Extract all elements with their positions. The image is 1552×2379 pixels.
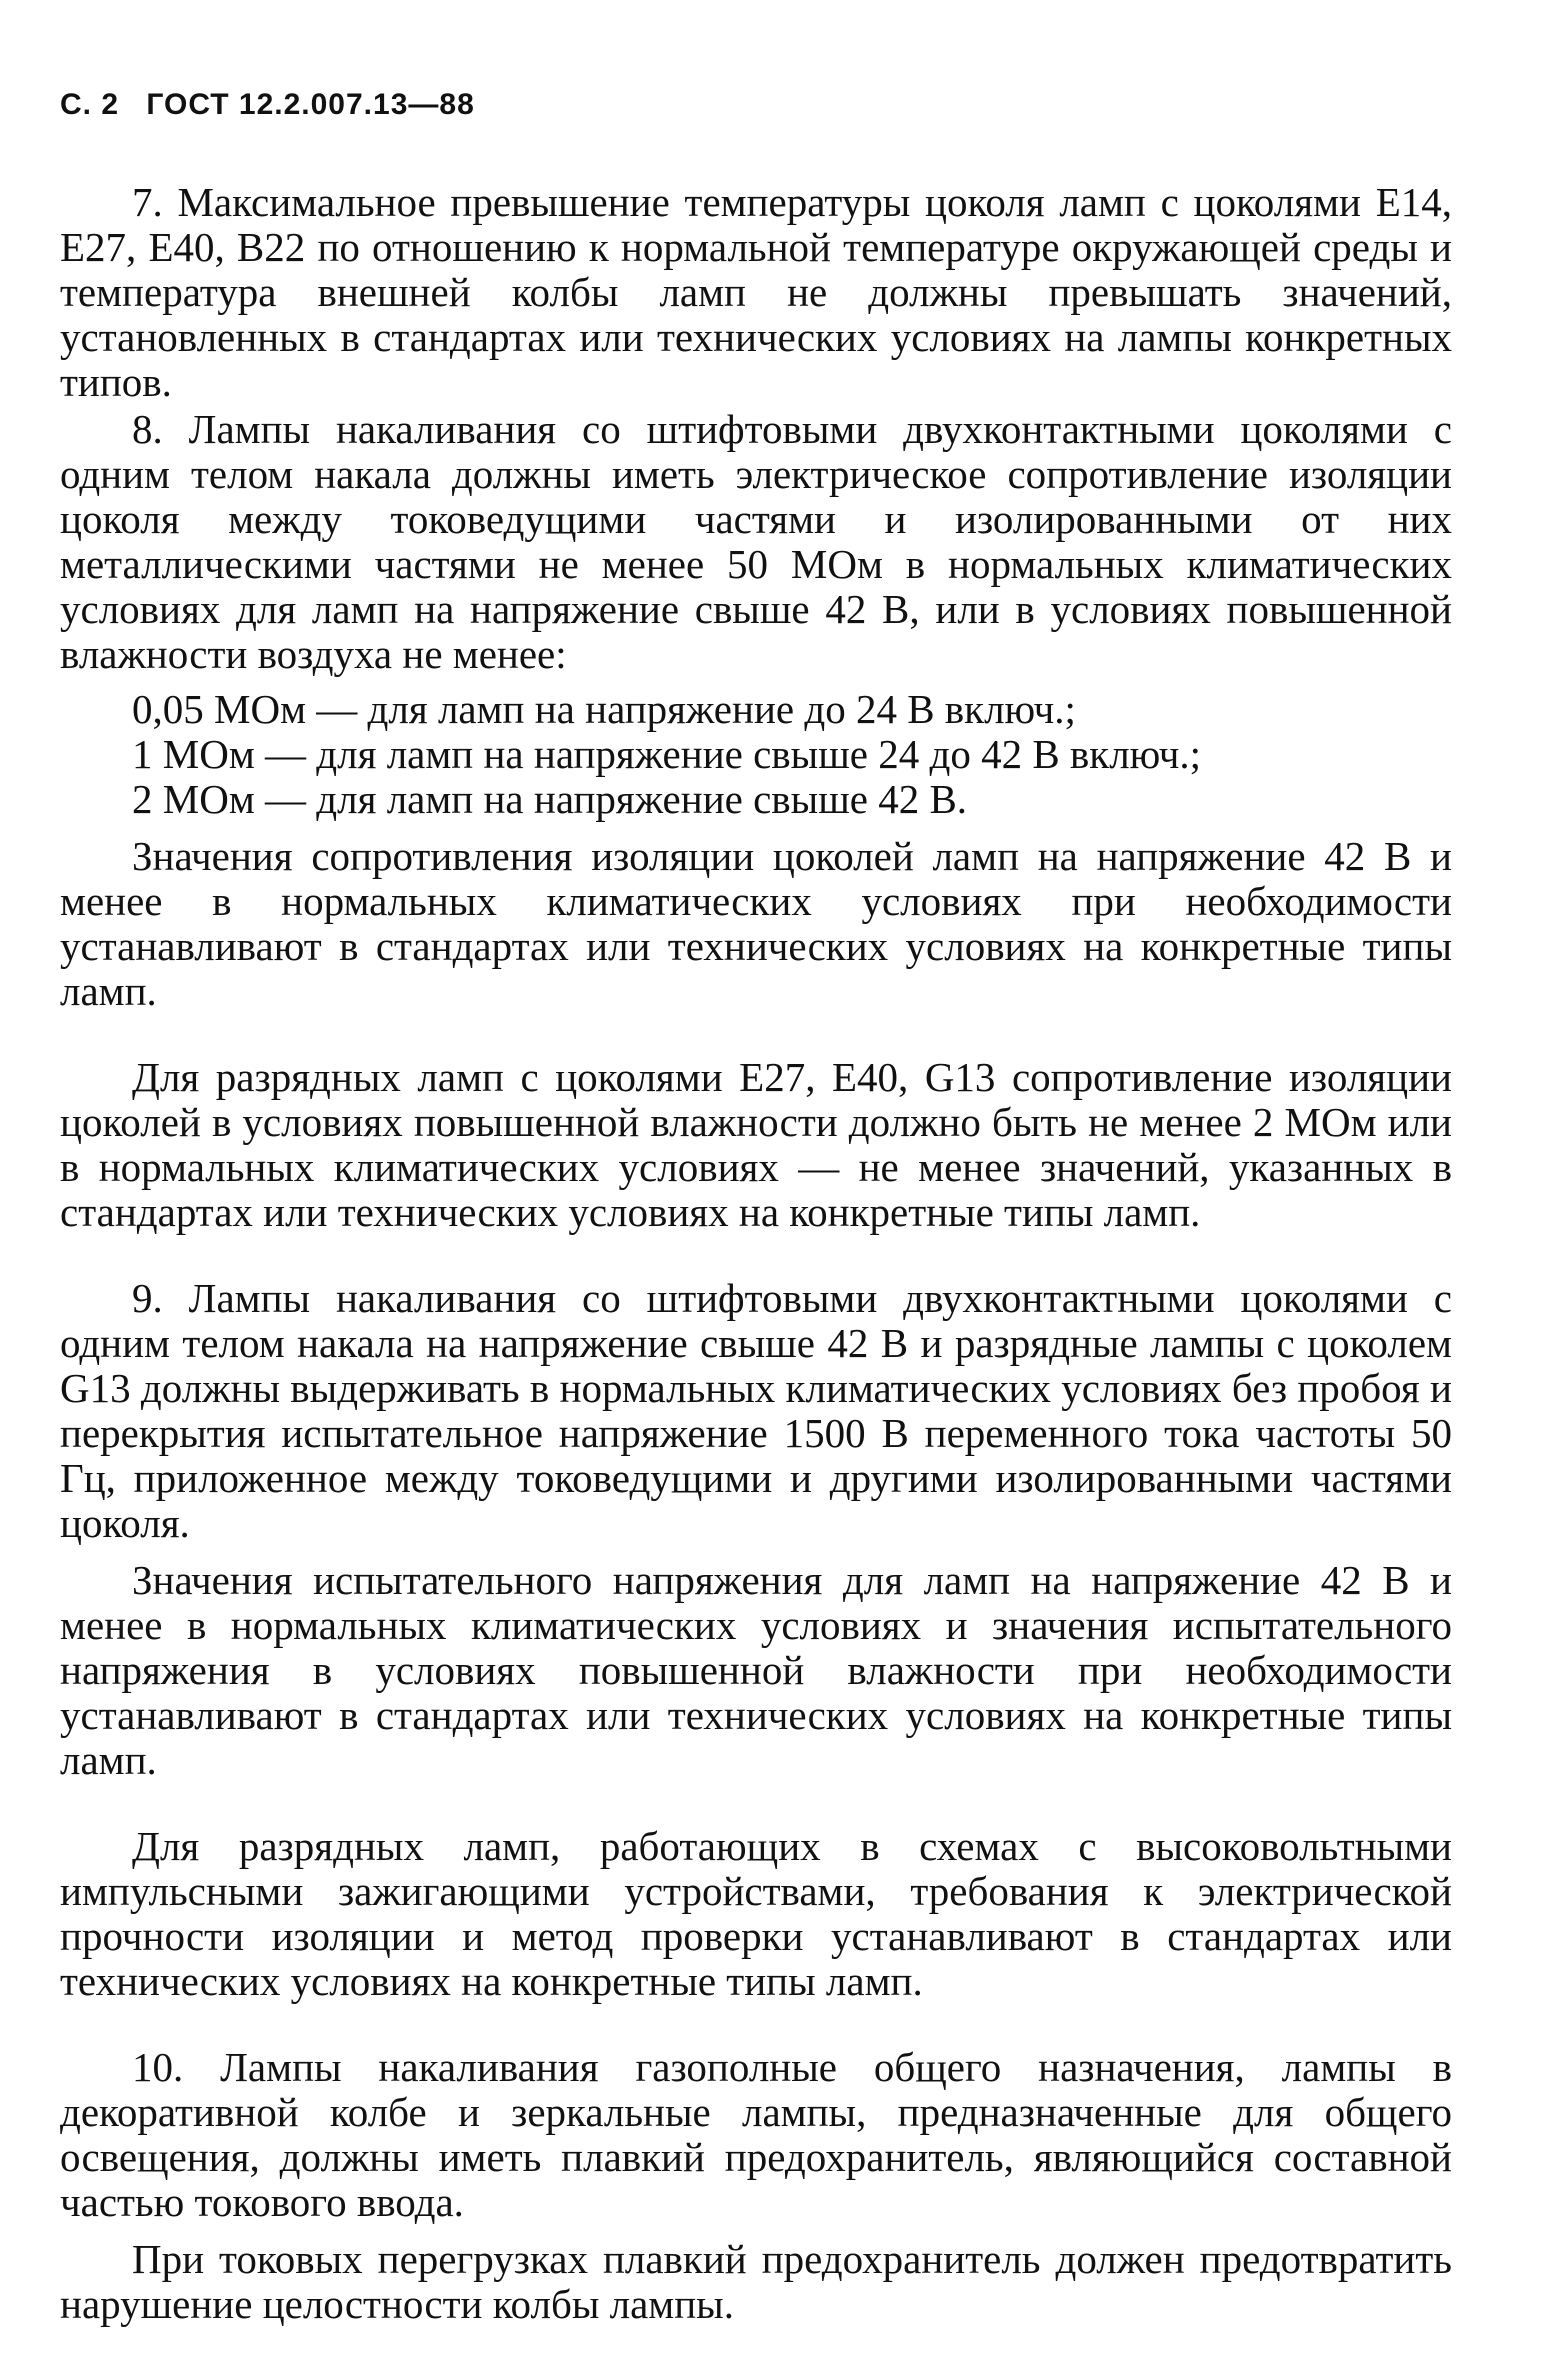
clause-10: 10. Лампы накаливания газополные общего назначения, лампы в декоративной колбе и зеркальные лампы, предназначенные для общего освещения, должны иметь плавкий предохранитель, являющийся составной частью токового ввода. xyxy=(60,2044,1452,2225)
clause-9-note-1: Значения испытательного напряжения для ламп на напряжение 42 В и менее в нормальных климатических условиях и значения испытательного напряжения в условиях повышенной влажности при необходимости устанавливают в стандартах или технических условиях на конкретные типы ламп. xyxy=(60,1557,1452,1783)
clause-10-note: При токовых перегрузках плавкий предохранитель должен предотвратить нарушение целостности колбы лампы. xyxy=(60,2236,1452,2327)
standard-code: ГОСТ 12.2.007.13—88 xyxy=(146,88,475,121)
document-page xyxy=(60,88,1452,2368)
clause-7: 7. Максимальное превышение температуры цоколя ламп с цоколями Е14, Е27, Е40, В22 по отношению к нормальной температуре окружающей среды и температура внешней колбы ламп не должны превышать значений, установленных в стандартах или технических условиях на лампы конкретных типов. xyxy=(60,179,1452,405)
list-item: 0,05 МОм — для ламп на напряжение до 24 В включ.; xyxy=(132,686,1076,732)
clause-9-note-2: Для разрядных ламп, работающих в схемах с высоковольтными импульсными зажигающими устройствами, требования к электрической прочности изоляции и метод проверки устанавливают в стандартах или технических условиях на конкретные типы ламп. xyxy=(60,1823,1452,2004)
clause-8: 8. Лампы накаливания со штифтовыми двухконтактными цоколями с одним телом накала должны иметь электрическое сопротивление изоляции цоколя между токоведущими частями и изолированными от них металлическими частями не менее 50 МОм в нормальных климатических условиях для ламп на напряжение свыше 42 В, или в условиях повышенной влажности воздуха не менее: xyxy=(60,406,1452,677)
clause-8-note-1: Значения сопротивления изоляции цоколей ламп на напряжение 42 В и менее в нормальных климатических условиях при необходимости устанавливают в стандартах или технических условиях на конкретные типы ламп. xyxy=(60,833,1452,1014)
page-number: С. 2 xyxy=(60,88,120,121)
list-item: 1 МОм — для ламп на напряжение свыше 24 до 42 В включ.; xyxy=(132,731,1201,777)
document-body xyxy=(60,180,1452,2327)
clause-9: 9. Лампы накаливания со штифтовыми двухконтактными цоколями с одним телом накала на напряжение свыше 42 В и разрядные лампы с цоколем G13 должны выдерживать в нормальных климатических условиях без пробоя и перекрытия испытательное напряжение 1500 В переменного тока частоты 50 Гц, приложенное между токоведущими и другими изолированными частями цоколя. xyxy=(60,1275,1452,1546)
resistance-list xyxy=(60,687,1452,822)
list-item: 2 МОм — для ламп на напряжение свыше 42 В. xyxy=(132,776,968,822)
clause-8-note-2: Для разрядных ламп с цоколями Е27, Е40, G13 сопротивление изоляции цоколей в условиях повышенной влажности должно быть не менее 2 МОм или в нормальных климатических условиях — не менее значений, указанных в стандартах или технических условиях на конкретные типы ламп. xyxy=(60,1054,1452,1235)
page-header xyxy=(60,88,1452,122)
